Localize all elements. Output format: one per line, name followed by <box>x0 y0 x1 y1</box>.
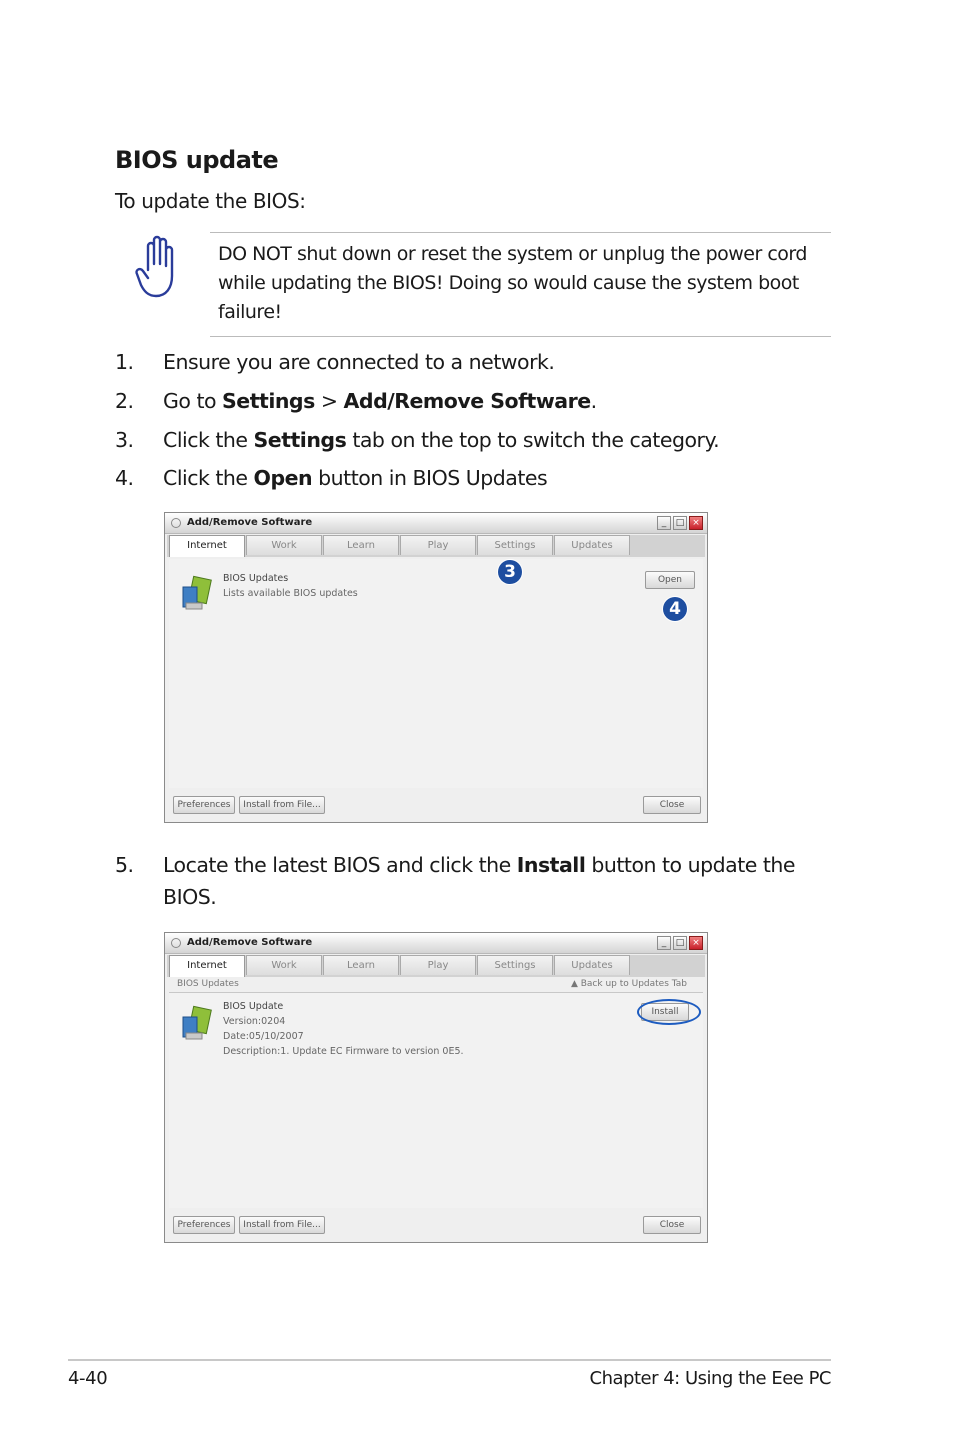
tab-learn[interactable]: Learn <box>323 955 399 975</box>
screenshot-add-remove-software-1 <box>164 512 708 823</box>
tab-updates[interactable]: Updates <box>554 955 630 975</box>
chapter-label: Chapter 4: Using the Eee PC <box>589 1368 831 1389</box>
app-icon <box>171 518 181 528</box>
window-titlebar <box>165 513 707 534</box>
tab-work[interactable]: Work <box>246 955 322 975</box>
page-number: 4-40 <box>68 1368 108 1389</box>
callout-4-badge: 4 <box>663 597 687 621</box>
app-icon <box>171 938 181 948</box>
package-description: Description:1. Update EC Firmware to version 0E5. <box>223 1046 464 1057</box>
minimize-button[interactable]: _ <box>657 516 671 530</box>
package-name: BIOS Update <box>223 1001 284 1012</box>
callout-3-badge: 3 <box>498 560 522 584</box>
package-name: BIOS Updates <box>223 573 289 584</box>
package-list <box>169 559 703 788</box>
window-title: Add/Remove Software <box>187 517 313 528</box>
minimize-button[interactable]: _ <box>657 936 671 950</box>
breadcrumb: BIOS Updates <box>177 979 239 989</box>
close-window-button[interactable]: × <box>689 936 703 950</box>
maximize-button[interactable]: □ <box>673 936 687 950</box>
tab-settings[interactable]: Settings <box>477 955 553 975</box>
window-title: Add/Remove Software <box>187 937 313 948</box>
close-button[interactable]: Close <box>643 796 701 814</box>
tab-work[interactable]: Work <box>246 535 322 555</box>
install-button[interactable]: Install <box>641 1003 689 1021</box>
install-from-file-button[interactable]: Install from File... <box>239 796 325 814</box>
intro-text: To update the BIOS: <box>115 189 306 213</box>
preferences-button[interactable]: Preferences <box>173 1216 235 1234</box>
package-version: Version:0204 <box>223 1016 286 1027</box>
tab-play[interactable]: Play <box>400 535 476 555</box>
screenshot-add-remove-software-2 <box>164 932 708 1243</box>
warning-top-rule <box>210 232 831 233</box>
footer-rule <box>68 1359 831 1361</box>
install-highlight-ring <box>637 999 701 1025</box>
back-to-updates-link[interactable]: ▲ Back up to Updates Tab <box>570 979 687 989</box>
bios-package-icon <box>181 1005 213 1043</box>
tab-play[interactable]: Play <box>400 955 476 975</box>
breadcrumb-bar <box>169 977 703 993</box>
open-button[interactable]: Open <box>645 571 695 589</box>
package-detail <box>169 993 703 1208</box>
up-arrow-icon: ▲ <box>570 979 578 989</box>
preferences-button[interactable]: Preferences <box>173 796 235 814</box>
tab-internet[interactable]: Internet <box>169 955 245 977</box>
warning-bottom-rule <box>210 336 831 337</box>
install-from-file-button[interactable]: Install from File... <box>239 1216 325 1234</box>
category-tabs <box>167 535 705 557</box>
tab-settings[interactable]: Settings <box>477 535 553 555</box>
section-title: BIOS update <box>115 146 279 174</box>
close-window-button[interactable]: × <box>689 516 703 530</box>
category-tabs <box>167 955 705 977</box>
package-date: Date:05/10/2007 <box>223 1031 304 1042</box>
tab-learn[interactable]: Learn <box>323 535 399 555</box>
bios-package-icon <box>181 575 213 613</box>
window-titlebar <box>165 933 707 954</box>
close-button[interactable]: Close <box>643 1216 701 1234</box>
tab-updates[interactable]: Updates <box>554 535 630 555</box>
hand-stop-icon <box>135 234 181 300</box>
maximize-button[interactable]: □ <box>673 516 687 530</box>
tab-internet[interactable]: Internet <box>169 535 245 557</box>
warning-text: DO NOT shut down or reset the system or unplug the power cord while updating the BIOS! Doing so would cause the system boot failure! <box>218 243 807 323</box>
package-description: Lists available BIOS updates <box>223 588 358 599</box>
